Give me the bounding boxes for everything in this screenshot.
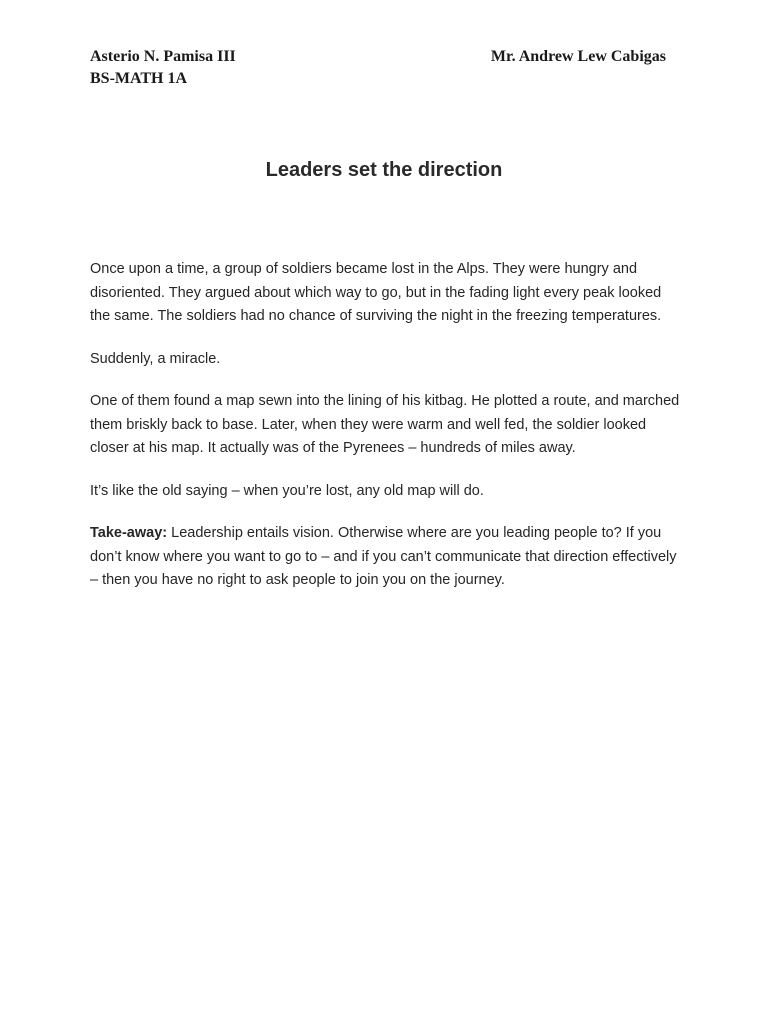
header-row-1 (90, 46, 666, 68)
instructor-name: Mr. Andrew Lew Cabigas (490, 48, 666, 65)
paragraph-2: Suddenly, a miracle. (90, 350, 221, 367)
document-title: Leaders set the direction (265, 159, 503, 181)
paragraph-4: It’s like the old saying – when you’re lost, any old map will do. (90, 482, 484, 499)
paragraph-3: One of them found a map sewn into the lining of his kitbag. He plotted a route, and marched them briskly back to base. Later, when they were warm and well fed, the soldier looked closer at his map. It actually was of the Pyrenees – hundreds of miles away. (90, 393, 680, 456)
takeaway-text: Leadership entails vision. Otherwise where are you leading people to? If you don’t know where you want to go to – and if you can’t communicate that direction effectively – then you have no right to ask people to join you on the journey. (90, 525, 677, 588)
document-header (90, 46, 666, 90)
course-label: BS-MATH 1A (90, 70, 188, 87)
takeaway-label: Take-away: (90, 525, 168, 541)
document-body (90, 258, 680, 612)
header-row-2 (90, 68, 666, 90)
paragraph-1: Once upon a time, a group of soldiers became lost in the Alps. They were hungry and disoriented. They argued about which way to go, but in the fading light every peak looked the same. The soldiers had no chance of surviving the night in the freezing temperatures. (90, 261, 662, 324)
takeaway-paragraph (90, 522, 680, 593)
student-name: Asterio N. Pamisa III (90, 48, 236, 65)
